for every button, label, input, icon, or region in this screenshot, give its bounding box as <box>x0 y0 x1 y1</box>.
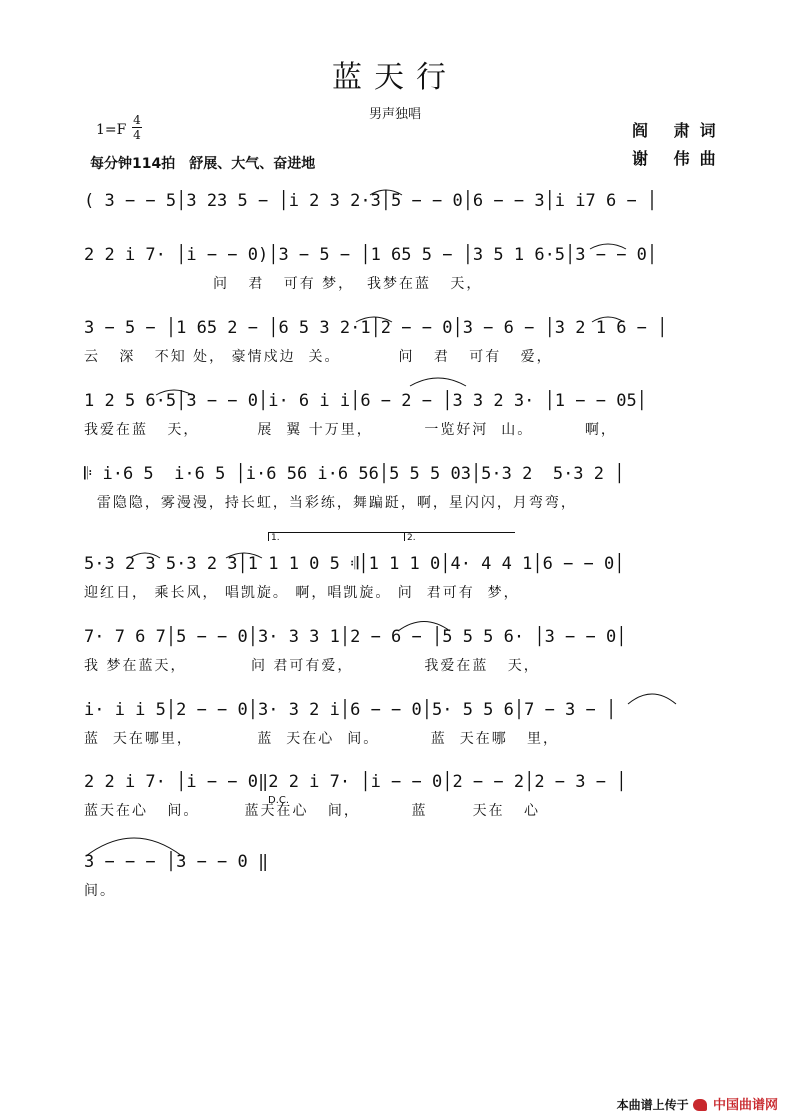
score-line-10: 3 − − − │3 − − 0 ‖ <box>84 852 269 872</box>
key-signature: 1=F <box>96 122 127 138</box>
volta-1-bracket: 1. <box>268 532 407 541</box>
time-signature <box>132 113 142 142</box>
lyric-line-9: 蓝天在心 间。 蓝天在心 间， 蓝 天在 心 <box>84 803 540 819</box>
score-line-3: 3 − 5 − │1 65 2 − │6 5 3 2·1│2 − − 0│3 − 6 − │3 2 1 6 − │ <box>84 318 668 338</box>
lyric-line-5: 雷隐隐，雾漫漫，持长虹，当彩练，舞蹁跹，啊，星闪闪，月弯弯， <box>84 495 577 511</box>
score-line-5: 𝄆 i·6 5 i·6 5 │i·6 56 i·6 56│5 5 5 03│5·3 2 5·3 2 │ <box>84 464 625 484</box>
tempo-marking: 每分钟114拍 舒展、大气、奋进地 <box>90 156 316 172</box>
composer-credit: 谢 伟曲 <box>632 149 726 168</box>
score-line-9: 2 2 i 7· │i − − 0‖2 2 i 7· │i − − 0│2 − − 2│2 − 3 − │ <box>84 772 627 792</box>
lyric-line-10: 间。 <box>84 883 116 899</box>
score-line-1: ( 3 − − 5│3 23 5 − │i 2 3 2·3│5 − − 0│6 − − 3│i i7 6 − │ <box>84 191 658 211</box>
lyric-line-7: 我 梦在蓝天， 问 君可有爱， 我爱在蓝 天， <box>84 658 540 674</box>
lyricist-credit: 阎 肃词 <box>632 121 726 140</box>
time-signature-top: 4 <box>133 113 141 127</box>
footer-credit <box>617 1094 778 1113</box>
score-line-2: 2 2 i 7· │i − − 0)│3 − 5 − │1 65 5 − │3 5 1 6·5│3 − − 0│ <box>84 245 658 265</box>
site-brand: 中国曲谱网 <box>712 1098 778 1113</box>
slur-mark <box>410 378 466 386</box>
performance-type: 男声独唱 <box>368 107 421 122</box>
site-logo-icon <box>693 1099 707 1111</box>
lyric-line-6: 迎红日， 乘长风， 唱凯旋。 啊，唱凯旋。 问 君可有 梦， <box>84 585 520 601</box>
score-line-6: 5·3 2 3 5·3 2 3│1 1 1 0 5 𝄇│1 1 1 0│4· 4 4 1│6 − − 0│ <box>84 554 625 574</box>
lyric-line-8: 蓝 天在哪里， 蓝 天在心 间。 蓝 天在哪 里， <box>84 731 560 747</box>
lyric-line-4: 我爱在蓝 天， 展 翼 十万里， 一览好河 山。 啊， <box>84 422 617 438</box>
dc-marking: D.C. <box>268 795 290 806</box>
lyric-line-3: 云 深 不知 处， 豪情戍边 关。 问 君 可有 爱， <box>84 349 553 365</box>
time-signature-bottom: 4 <box>133 128 141 142</box>
footer-uploaded-label: 本曲谱上传于 <box>616 1098 689 1112</box>
score-line-8: i· i i 5│2 − − 0│3· 3 2 i│6 − − 0│5· 5 5 6│7 − 3 − │ <box>84 700 617 720</box>
song-title: 蓝天行 <box>332 60 458 95</box>
score-line-4: 1 2 5 6·5│3 − − 0│i· 6 i i│6 − 2 − │3 3 2 3· │1 − − 05│ <box>84 391 647 411</box>
volta-2-bracket: 2. <box>404 532 515 541</box>
score-line-7: 7· 7 6 7│5 − − 0│3· 3 3 1│2 − 6 − │5 5 5 6· │3 − − 0│ <box>84 627 627 647</box>
lyric-line-2: 问 君 可有 梦， 我梦在蓝 天， <box>84 276 483 292</box>
